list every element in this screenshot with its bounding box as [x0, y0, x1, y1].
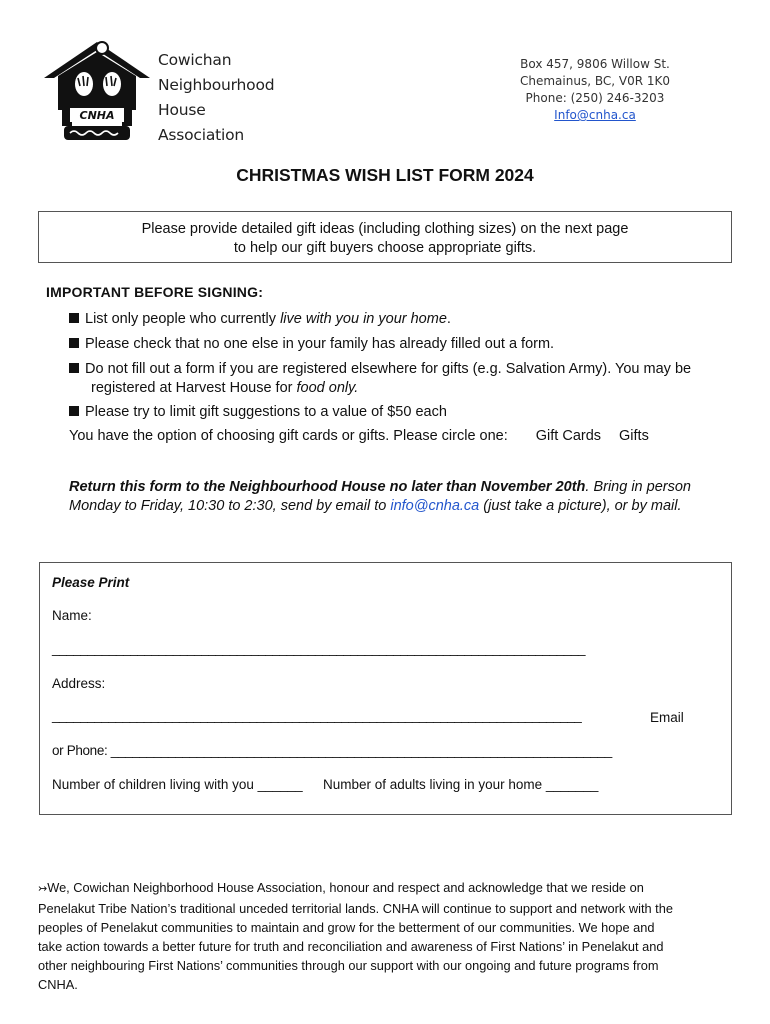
contact-address	[500, 56, 690, 124]
email-label: Email	[650, 710, 684, 725]
ack-line: peoples of Penelakut communities to maintain and grow for the betterment of our communities. We hope and	[38, 920, 655, 935]
phone-line: Phone: (250) 246-3203	[525, 91, 665, 105]
email-link[interactable]: Info@cnha.ca	[554, 108, 636, 122]
notice-line: to help our gift buyers choose appropriate gifts.	[233, 239, 537, 256]
phone-field[interactable]: or Phone: ______________________________________________________________________	[52, 743, 612, 758]
return-deadline: Return this form to the Neighbourhood House no later than November 20th	[69, 479, 586, 495]
bullet-item	[69, 310, 729, 329]
svg-text:CNHA: CNHA	[79, 109, 115, 122]
bullet-square-icon	[69, 406, 79, 416]
ack-line: CNHA.	[38, 977, 78, 992]
bullet-square-icon	[69, 338, 79, 348]
gift-cards-option[interactable]: Gift Cards	[535, 428, 602, 444]
gift-choice-text: You have the option of choosing gift cards or gifts. Please circle one:	[69, 428, 508, 444]
notice-line: Please provide detailed gift ideas (including clothing sizes) on the next page	[141, 221, 629, 237]
adults-count-field[interactable]: Number of adults living in your home _______	[323, 777, 599, 792]
name-field[interactable]: ___________________________________________________________________________	[52, 641, 586, 656]
children-count-field[interactable]: Number of children living with you ______	[52, 777, 303, 792]
org-name-line: Association	[158, 126, 245, 144]
bullet-square-icon	[69, 313, 79, 323]
org-name-line: Neighbourhood	[158, 76, 275, 94]
ack-line: take action towards a better future for truth and reconciliation and awareness of First Nations’ in Penelakut and	[38, 939, 664, 954]
logo-graphic	[42, 38, 152, 144]
gifts-option[interactable]: Gifts	[619, 428, 649, 444]
address-line: Chemainus, BC, V0R 1K0	[520, 74, 670, 88]
address-line: Box 457, 9806 Willow St.	[520, 57, 670, 71]
bullet-item	[69, 403, 729, 422]
form-heading: Please Print	[52, 575, 130, 590]
bullet-text: registered at Harvest House for	[91, 379, 297, 396]
address-label: Address:	[52, 676, 106, 691]
return-text: . Bring in person	[585, 479, 691, 495]
bullet-text: Please check that no one else in your family has already filled out a form.	[85, 336, 555, 352]
bullet-continuation	[69, 379, 729, 398]
arrow-icon: ↣	[38, 883, 48, 895]
bullet-text: Do not fill out a form if you are registered elsewhere for gifts (e.g. Salvation Army). You may be	[85, 361, 692, 377]
return-instructions	[69, 478, 739, 515]
org-name-line: Cowichan	[158, 51, 232, 69]
land-acknowledgement	[38, 878, 738, 994]
ack-line: other neighbouring First Nations’ communities through our support with our ongoing and future programs from	[38, 958, 659, 973]
page-title: CHRISTMAS WISH LIST FORM 2024	[236, 165, 534, 185]
bullet-emphasis: live with you in your home	[280, 311, 447, 327]
important-heading: IMPORTANT BEFORE SIGNING:	[46, 284, 264, 300]
bullet-text: Please try to limit gift suggestions to a value of $50 each	[85, 404, 447, 420]
ack-text: We, Cowichan Neighborhood House Association, honour and respect and acknowledge that we reside on	[47, 880, 644, 895]
address-field[interactable]: ___________________________________________________________________________	[52, 708, 582, 723]
organization-name	[158, 48, 274, 148]
bullet-emphasis: food only.	[296, 379, 359, 396]
return-email-link[interactable]: info@cnha.ca	[390, 497, 480, 514]
ack-line: Penelakut Tribe Nation’s traditional unceded territorial lands. CNHA will continue to support and network with the	[38, 901, 673, 916]
bullet-text: List only people who currently	[85, 311, 281, 327]
return-text: Monday to Friday, 10:30 to 2:30, send by email to	[69, 497, 391, 514]
ack-line	[38, 878, 738, 899]
contact-form-box	[39, 562, 732, 815]
bullet-square-icon	[69, 363, 79, 373]
cnha-logo	[42, 38, 152, 144]
notice-box	[38, 211, 732, 263]
org-name-line: House	[158, 101, 206, 119]
return-text: (just take a picture), or by mail.	[479, 497, 682, 514]
bullet-text: .	[446, 311, 451, 327]
gift-choice-row	[69, 428, 649, 444]
bullet-item	[69, 335, 729, 354]
name-label: Name:	[52, 608, 92, 623]
bullet-item	[69, 360, 729, 397]
